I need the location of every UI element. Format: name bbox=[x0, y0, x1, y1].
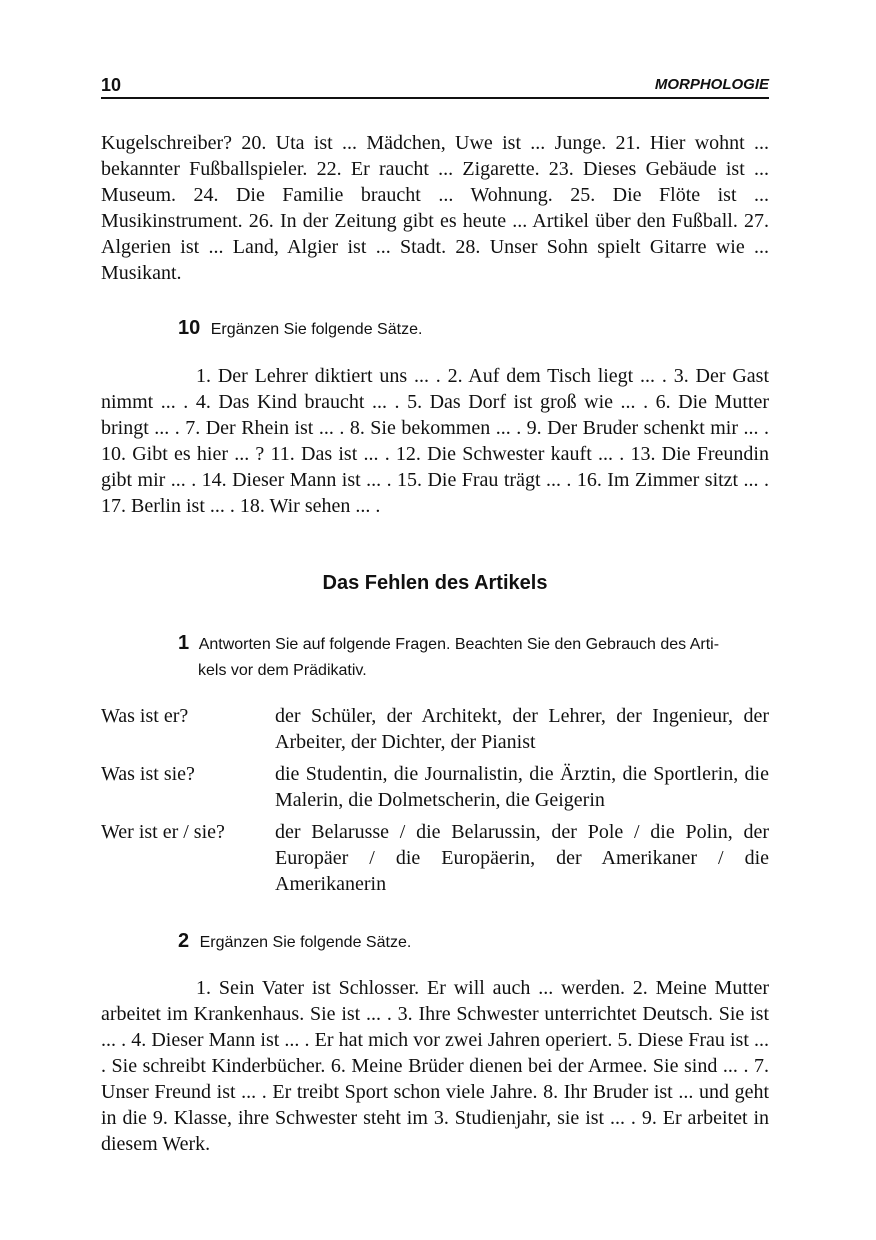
exercise-10-heading bbox=[178, 315, 769, 343]
exercise-1-heading bbox=[178, 630, 769, 684]
question: Was ist er? bbox=[101, 705, 189, 727]
answer: der Schüler, der Architekt, der Lehrer, der Ingenieur, der Arbeiter, der Dichter, der Pianist bbox=[275, 705, 769, 753]
exercise-instruction: Ergänzen Sie folgende Sätze. bbox=[210, 321, 423, 338]
question: Was ist sie? bbox=[101, 763, 195, 785]
exercise-instruction-continued: kels vor dem Prädikativ. bbox=[198, 662, 367, 679]
answer: die Studentin, die Journalistin, die Ärztin, die Sportlerin, die Malerin, die Dolmetscherin, die Geigerin bbox=[275, 763, 769, 811]
exercise-10-text: 1. Der Lehrer diktiert uns ... . 2. Auf dem Tisch liegt ... . 3. Der Gast nimmt ... . 4. Das Kind braucht ... . 5. Das Dorf ist groß wie ... . 6. Die Mutter bringt ... . 7. Der Rhein ist ... . 8. Sie bekommen ... . 9. Der Bruder schenkt mir ... . 10. Gibt es hier ... ? 11. Das ist ... . 12. Die Schwester kauft ... . 13. Die Freundin gibt mir ... . 14. Dieser Mann ist ... . 15. Die Frau trägt ... . 16. Im Zimmer sitzt ... . 17. Berlin ist ... . 18. Wir sehen ... . bbox=[101, 365, 769, 517]
exercise-number: 10 bbox=[178, 317, 201, 339]
exercise-2-text: 1. Sein Vater ist Schlosser. Er will auch ... werden. 2. Meine Mutter arbeitet im Krankenhaus. Sie ist ... . 3. Ihre Schwester unterrichtet Deutsch. Sie ist ... . 4. Dieser Mann ist ... . Er hat mich vor zwei Jahren operiert. 5. Diese Frau ist ... . Sie schreibt Kinderbücher. 6. Meine Brüder dienen bei der Armee. Sie sind ... . 7. Unser Freund ist ... . Er treibt Sport schon viele Jahre. 8. Ihr Bruder ist ... und geht in die 9. Klasse, ihre Schwester steht im 3. Studienjahr, sie ist ... . 9. Er arbeitet in diesem Werk. bbox=[101, 977, 769, 1155]
exercise-2-heading bbox=[178, 928, 769, 956]
page-header bbox=[101, 73, 769, 99]
exercise-number: 2 bbox=[178, 930, 190, 952]
exercise-instruction: Ergänzen Sie folgende Sätze. bbox=[199, 934, 412, 951]
exercise-instruction: Antworten Sie auf folgende Fragen. Beachten Sie den Gebrauch des Arti- bbox=[198, 636, 720, 653]
running-title: MORPHOLOGIE bbox=[654, 76, 769, 93]
section-title: Das Fehlen des Artikels bbox=[322, 572, 548, 594]
qa-row bbox=[101, 703, 769, 755]
answer: der Belarusse / die Belarussin, der Pole / die Polin, der Europäer / die Europäerin, der Amerikaner / die Amerikanerin bbox=[275, 821, 769, 895]
continuation-paragraph: Kugelschreiber? 20. Uta ist ... Mädchen, Uwe ist ... Junge. 21. Hier wohnt ... bekannter Fußballspieler. 22. Er raucht ... Zigarette. 23. Dieses Gebäude ist ... Museum. 24. Die Familie braucht ... Wohnung. 25. Die Flöte ist ... Musikinstrument. 26. In der Zeitung gibt es heute ... Artikel über den Fußball. 27. Algerien ist ... Land, Algier ist ... Stadt. 28. Unser Sohn spielt Gitarre wie ... Musikant. bbox=[101, 132, 769, 284]
page-number: 10 bbox=[101, 75, 122, 95]
qa-row bbox=[101, 761, 769, 813]
exercise-number: 1 bbox=[178, 632, 190, 654]
qa-row bbox=[101, 819, 769, 897]
question: Wer ist er / sie? bbox=[101, 821, 225, 843]
